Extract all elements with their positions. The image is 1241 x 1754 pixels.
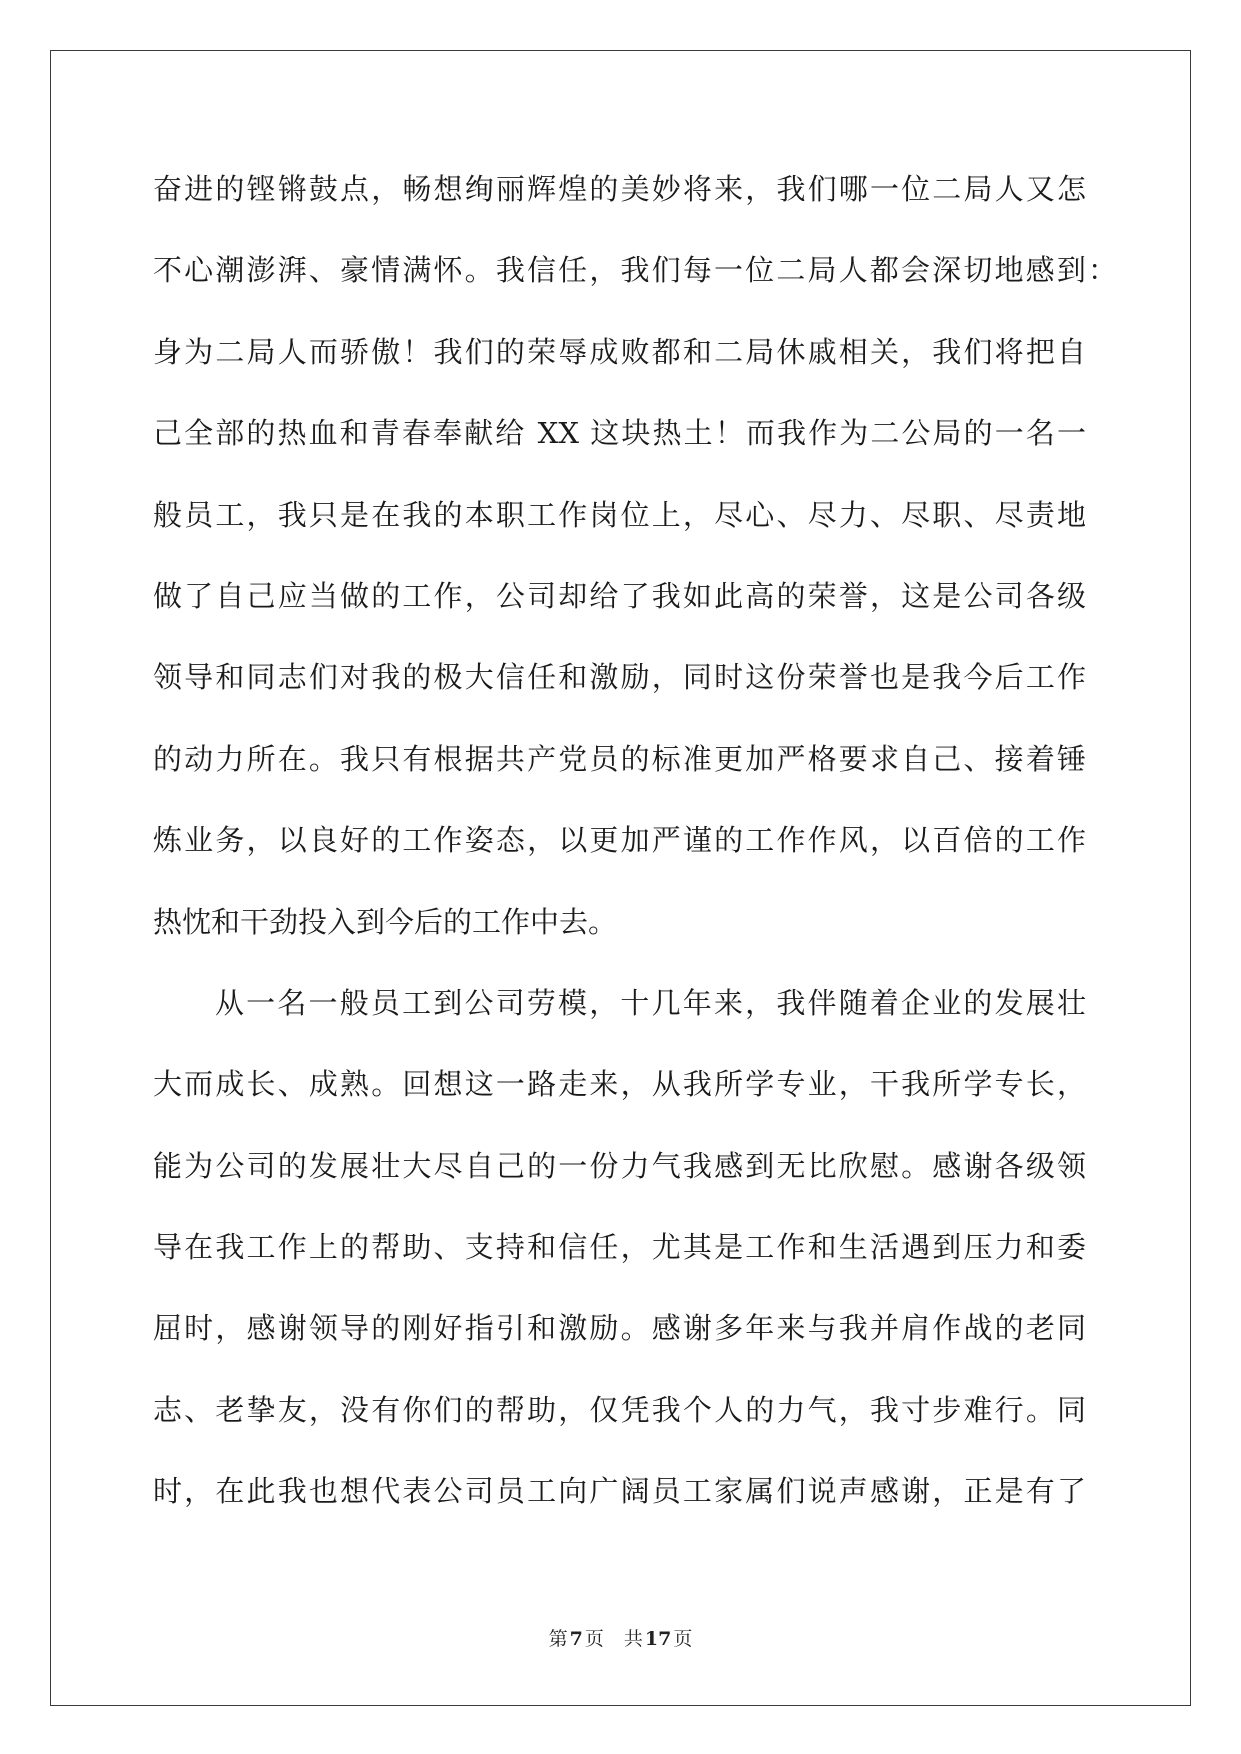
total-page-count: 17 (644, 1628, 672, 1650)
text-line: 志、老挚友，没有你们的帮助，仅凭我个人的力气，我寸步难行。同 (153, 1392, 1086, 1427)
document-body (153, 149, 1117, 1533)
page-number-prefix: 第 (548, 1628, 568, 1650)
text-line: 导在我工作上的帮助、支持和信任，尤其是工作和生活遇到压力和委 (153, 1230, 1086, 1265)
text-line: 不心潮澎湃、豪情满怀。我信任，我们每一位二局人都会深切地感到： (153, 253, 1117, 288)
text-line: 时，在此我也想代表公司员工向广阔员工家属们说声感谢，正是有了 (153, 1474, 1086, 1509)
text-line: 热忱和干劲投入到今后的工作中去。 (153, 904, 618, 939)
page-number-suffix: 页 (584, 1628, 604, 1650)
page-footer (0, 1626, 1241, 1652)
text-line: 般员工，我只是在我的本职工作岗位上，尽心、尽力、尽职、尽责地 (153, 497, 1086, 532)
text-line: 的动力所在。我只有根据共产党员的标准更加严格要求自己、接着锤 (153, 741, 1086, 776)
text-line: 奋进的铿锵鼓点，畅想绚丽辉煌的美妙将来，我们哪一位二局人又怎 (153, 172, 1086, 206)
paragraph (153, 149, 1117, 963)
total-pages-suffix: 页 (673, 1628, 693, 1650)
text-line: 身为二局人而骄傲！我们的荣辱成败都和二局休戚相关，我们将把自 (153, 334, 1086, 369)
text-line: 己全部的热血和青春奉献给 XX 这块热土！而我作为二公局的一名一 (153, 416, 1086, 451)
text-line: 做了自己应当做的工作，公司却给了我如此高的荣誉，这是公司各级 (153, 578, 1086, 613)
text-line: 屈时，感谢领导的刚好指引和激励。感谢多年来与我并肩作战的老同 (153, 1311, 1086, 1346)
total-pages-prefix: 共 (623, 1628, 643, 1650)
text-line: 大而成长、成熟。回想这一路走来，从我所学专业，干我所学专长， (153, 1067, 1086, 1102)
current-page-number: 7 (569, 1628, 583, 1650)
paragraph (153, 963, 1086, 1533)
text-line: 炼业务，以良好的工作姿态，以更加严谨的工作作风，以百倍的工作 (153, 823, 1086, 858)
text-line: 领导和同志们对我的极大信任和激励，同时这份荣誉也是我今后工作 (153, 660, 1086, 695)
text-line: 能为公司的发展壮大尽自己的一份力气我感到无比欣慰。感谢各级领 (153, 1148, 1086, 1183)
text-line: 从一名一般员工到公司劳模，十几年来，我伴随着企业的发展壮 (215, 985, 1086, 1020)
